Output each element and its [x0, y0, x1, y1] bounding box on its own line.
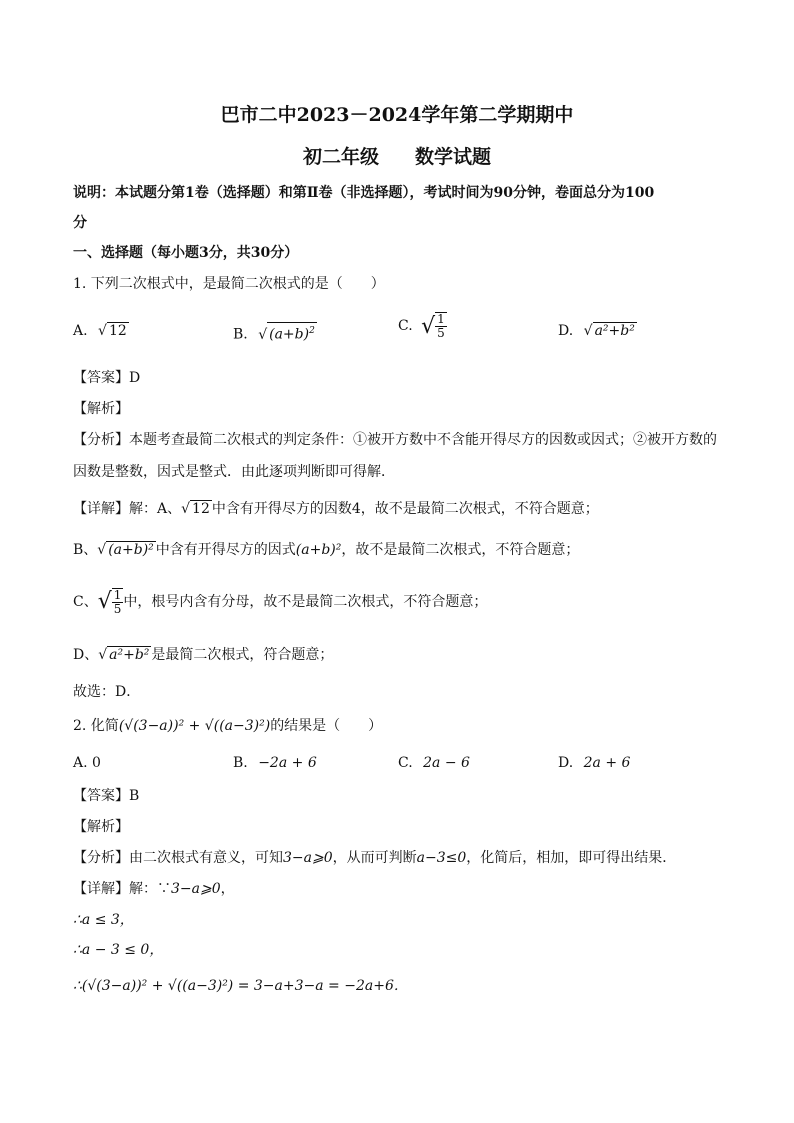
answer-tag: 【答案】 [73, 370, 129, 386]
q2-answer-row [73, 786, 139, 806]
inline-math: (√(3−a))² + √((a−3)²) [118, 718, 271, 734]
option-label: C. [398, 318, 413, 334]
exam-title: 巴市二中2023－2024学年第二学期期中 [220, 104, 574, 126]
inline-math: 3−a⩾0 [283, 850, 333, 866]
q2-option-d [558, 755, 630, 771]
detail-tag: 【详解】 [73, 881, 129, 897]
q2-detail-line4: ∴(√(3−a))² + √((a−3)²) = 3−a+3−a = −2a+6． [73, 978, 408, 994]
option-math: a²+b² [594, 323, 635, 339]
q1-analysis-tag: 【解析】 [73, 401, 129, 417]
answer-value: B [129, 788, 140, 804]
radicand: a²+b² [109, 647, 150, 663]
option-math: 12 [108, 323, 127, 339]
q2-detail-line3: ∴a − 3 ≤ 0， [73, 942, 164, 958]
fraction-numerator: 1 [113, 588, 122, 602]
fenxi-tag: 【分析】 [73, 432, 129, 448]
q1-option-b: B. √ $(a+b)^2$ [233, 322, 317, 343]
q1-option-d: D. √ a²+b² [558, 323, 635, 339]
stem-text: 的结果是（ ） [270, 718, 383, 734]
fraction-numerator: 1 [437, 312, 445, 326]
q2-detail-line2: ∴a ≤ 3， [73, 912, 134, 928]
q2-option-b [233, 755, 317, 771]
q1-detail-a: 【详解】解：A、√ 12 中含有开得尽方的因数4，故不是最简二次根式，不符合题意； [73, 501, 599, 517]
q1-option-c: C. √ $\frac{1}{5}$ [398, 312, 445, 340]
fraction-denominator: 5 [113, 602, 122, 616]
q2-detail-line1 [73, 879, 235, 899]
q1-conclusion: 故选：D． [73, 684, 141, 700]
q1-option-a: A. √ 12 [73, 323, 127, 339]
instructions-line1: 说明：本试题分第1卷（选择题）和第Ⅱ卷（非选择题），考试时间为90分钟，卷面总分为100 [73, 185, 655, 201]
stem-text: 2. 化简 [73, 718, 119, 734]
q2-analysis-tag: 【解析】 [73, 819, 129, 835]
detail-text: C、 [73, 594, 98, 610]
option-math: 2a + 6 [583, 755, 631, 771]
option-math: 2a − 6 [423, 755, 470, 771]
q1-detail-b: B、√ (a+b)² 中含有开得尽方的因式(a+b)²，故不是最简二次根式，不符合题意； [73, 542, 580, 558]
answer-value: D [129, 370, 141, 386]
detail-text: ，故不是最简二次根式，不符合题意； [341, 542, 580, 558]
detail-text: 中，根号内含有分母，故不是最简二次根式，不符合题意； [123, 594, 488, 610]
q2-fenxi [73, 848, 676, 868]
instructions-line2: 分 [73, 215, 87, 231]
detail-text: 中含有开得尽方的因数4，故不是最简二次根式，不符合题意； [211, 501, 599, 517]
detail-text: D、 [73, 647, 99, 663]
section-heading: 一、选择题（每小题3分，共30分） [73, 245, 299, 261]
detail-text: 是最简二次根式，符合题意； [151, 647, 334, 663]
fenxi-text: 由二次根式有意义，可知 [129, 850, 283, 866]
detail-text: B、 [73, 542, 98, 558]
q1-detail-d: D、√ a²+b² 是最简二次根式，符合题意； [73, 647, 334, 663]
grade-label: 初二年级 [302, 146, 379, 168]
fraction-denominator: 5 [437, 326, 445, 340]
radicand: 12 [192, 501, 210, 517]
radicand: (a+b)² [108, 542, 154, 558]
detail-text: 中含有开得尽方的因式 [155, 542, 296, 558]
detail-tag: 【详解】 [73, 501, 129, 517]
option-math: (a+b) [269, 326, 310, 343]
option-label: B. [233, 326, 248, 343]
fenxi-tag: 【分析】 [73, 850, 129, 866]
q2-stem [73, 716, 382, 736]
option-label: D. [558, 323, 574, 339]
q1-detail-c: C、√ $\frac{1}{5}$ 中，根号内含有分母，故不是最简二次根式，不符合题意； [73, 588, 488, 616]
answer-tag: 【答案】 [73, 788, 129, 804]
detail-text: 解：∵ [129, 881, 171, 897]
fenxi-text: ，化简后，相加，即可得出结果． [466, 850, 677, 866]
detail-text: ， [220, 881, 235, 897]
option-label: B. [233, 755, 248, 771]
option-math: −2a + 6 [258, 755, 317, 771]
option-label: D. [558, 755, 574, 771]
subject-label: 数学试题 [415, 146, 492, 168]
option-label: A. [73, 323, 88, 339]
q1-fenxi-line1 [73, 430, 717, 450]
q1-fenxi-line2: 因数是整数，因式是整式．由此逐项判断即可得解． [73, 464, 395, 480]
q1-stem: 1. 下列二次根式中，是最简二次根式的是（ ） [73, 276, 385, 292]
q1-answer-row [73, 368, 140, 388]
fenxi-text: ，从而可判断 [332, 850, 417, 866]
fenxi-text: 本题考查最简二次根式的判定条件：①被开方数中不含能开得尽方的因数或因式；②被开方数的 [129, 432, 717, 448]
detail-text: 解：A、 [129, 501, 182, 517]
inline-math: 3−a⩾0 [171, 881, 221, 897]
exam-subtitle [0, 142, 794, 169]
option-label: C. [398, 755, 413, 771]
q2-option-c [398, 755, 470, 771]
q2-option-a: A. 0 [73, 755, 101, 771]
inline-math: (a+b)² [295, 542, 342, 558]
inline-math: a−3≤0 [416, 850, 467, 866]
